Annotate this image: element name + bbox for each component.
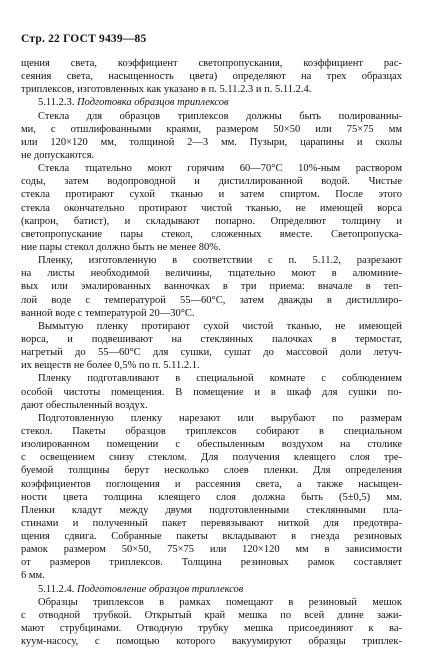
text-line: ности цвета толщина клеящего слоя должна быть (5±0,5) мм. [21, 491, 402, 503]
text-line: сеяния света, насыщенность цвета) определяют на трех образцах [21, 71, 402, 83]
text-line: на листы необходимой величины, тщательно моют в алюминие- [21, 268, 402, 280]
text-line: вых или эмалированных ванночках в три приема: вначале в теп- [21, 281, 402, 293]
section-number: 5.11.2.4. [38, 583, 77, 595]
text-line: с освещением снизу стеклом. Для получения клеящего слоя тре- [21, 452, 402, 464]
text-line: куум-насосу, с помощью которого вакуумируют образцы триплек- [21, 636, 402, 648]
text-line: Подготовленную пленку нарезают или вырубают по размерам [38, 412, 402, 424]
text-line: соды, затем водопроводной и дистиллированной водой. Чистые [21, 176, 402, 188]
text-line: дают обеспыленный воздух. [21, 399, 148, 411]
text-line: щения света, коэффициент светопропускания, коэффициент рас- [21, 58, 402, 69]
text-line: от размеров триплексов. Толщина резиновых рамок составляет [21, 557, 402, 569]
text-line: ванной воде с температурой 20—30°С. [21, 307, 195, 319]
text-line: рамок размером 50×50, 75×75 или 120×120 мм в зависимости [21, 544, 402, 556]
text-line: ми, с отшлифованными краями, размером 50×50 или 75×75 мм [21, 123, 402, 135]
text-line: или 120×120 мм, толщиной 2—3 мм. Пузыри, царапины и сколы [21, 136, 402, 148]
text-line: ние пары стекол должно быть не менее 80%. [21, 241, 221, 253]
text-line: нагретый до 55—60°С для сушки, сушат до массовой доли летуч- [21, 347, 402, 359]
page-header: Стр. 22 ГОСТ 9439—85 [21, 33, 147, 45]
text-line: 6 мм. [21, 570, 45, 582]
text-line: стекол. Пакеты образцов триплексов собирают в специальном [21, 425, 402, 437]
text-line: стекла протирают сухой тканью и затем спиртом. После этого [21, 189, 402, 201]
section-number: 5.11.2.3. [38, 97, 77, 109]
text-line: с отводной трубкой. Открытый край мешка по всей длине зажи- [21, 609, 402, 621]
text-line: коэффициентов поглощения и рассеяния света, а также насыщен- [21, 478, 402, 490]
text-line: Вымытую пленку протирают сухой чистой тканью, не имеющей [38, 320, 402, 332]
section-heading [21, 96, 402, 109]
section-title: Подготовление образцов триплексов [77, 583, 244, 595]
text-line: Стекла для образцов триплексов должны быть полированны- [38, 110, 402, 122]
text-line: особой чистоты помещения. В помещение и в шкаф для сушки по- [21, 386, 402, 398]
text-line: мают струбцинами. Отводную трубку мешка присоединяют к ва- [21, 623, 402, 635]
text-line: изолированном помещении с обеспыленным воздухом на столике [21, 439, 402, 451]
text-line: их веществ не более 0,5% по п. 5.11.2.1. [21, 360, 200, 372]
text-line: Пленку, изготовленную в соответствии с п. 5.11.2, разрезают [38, 255, 402, 267]
text-line: Пленку подготавливают в специальной комнате с соблюдением [38, 373, 402, 385]
text-line: ворса, и подвешивают на стеклянных палочках в термостат, [21, 333, 402, 345]
text-line: щения сдвига. Собранные пакеты вкладывают в гнезда резиновых [21, 531, 402, 543]
text-line: Образцы триплексов в рамках помещают в резиновый мешок [38, 596, 402, 608]
text-line: Стекла тщательно моют горячим 60—70°С 10%-ным раствором [38, 163, 402, 175]
section-title: Подготовка образцов триплексов [77, 97, 229, 109]
text-line: не допускаются. [21, 149, 95, 161]
text-line: триплексов, изготовленных как указано в п. 5.11.2.3 и п. 5.11.2.4. [21, 84, 312, 96]
document-body [21, 57, 402, 648]
text-line: стинами и полученный пакет перевязывают ниткой для предотвра- [21, 517, 402, 529]
text-line: (капрон, батист), и складывают попарно. Определяют толщину и [21, 215, 402, 227]
section-heading [21, 583, 402, 596]
text-line: светопропускание пары стекол, сложенных вместе. Светопропуска- [21, 228, 402, 240]
text-line: лой воде с температурой 55—60°С, затем дважды в дистиллиро- [21, 294, 402, 306]
text-line: Пленки кладут между двумя подготовленными стеклянными пла- [21, 504, 402, 516]
text-line: буемой толщины берут несколько слоев пленки. Для определения [21, 465, 402, 477]
text-line: стекла окончательно протирают чистой тканью, не имеющей ворса [21, 202, 402, 214]
